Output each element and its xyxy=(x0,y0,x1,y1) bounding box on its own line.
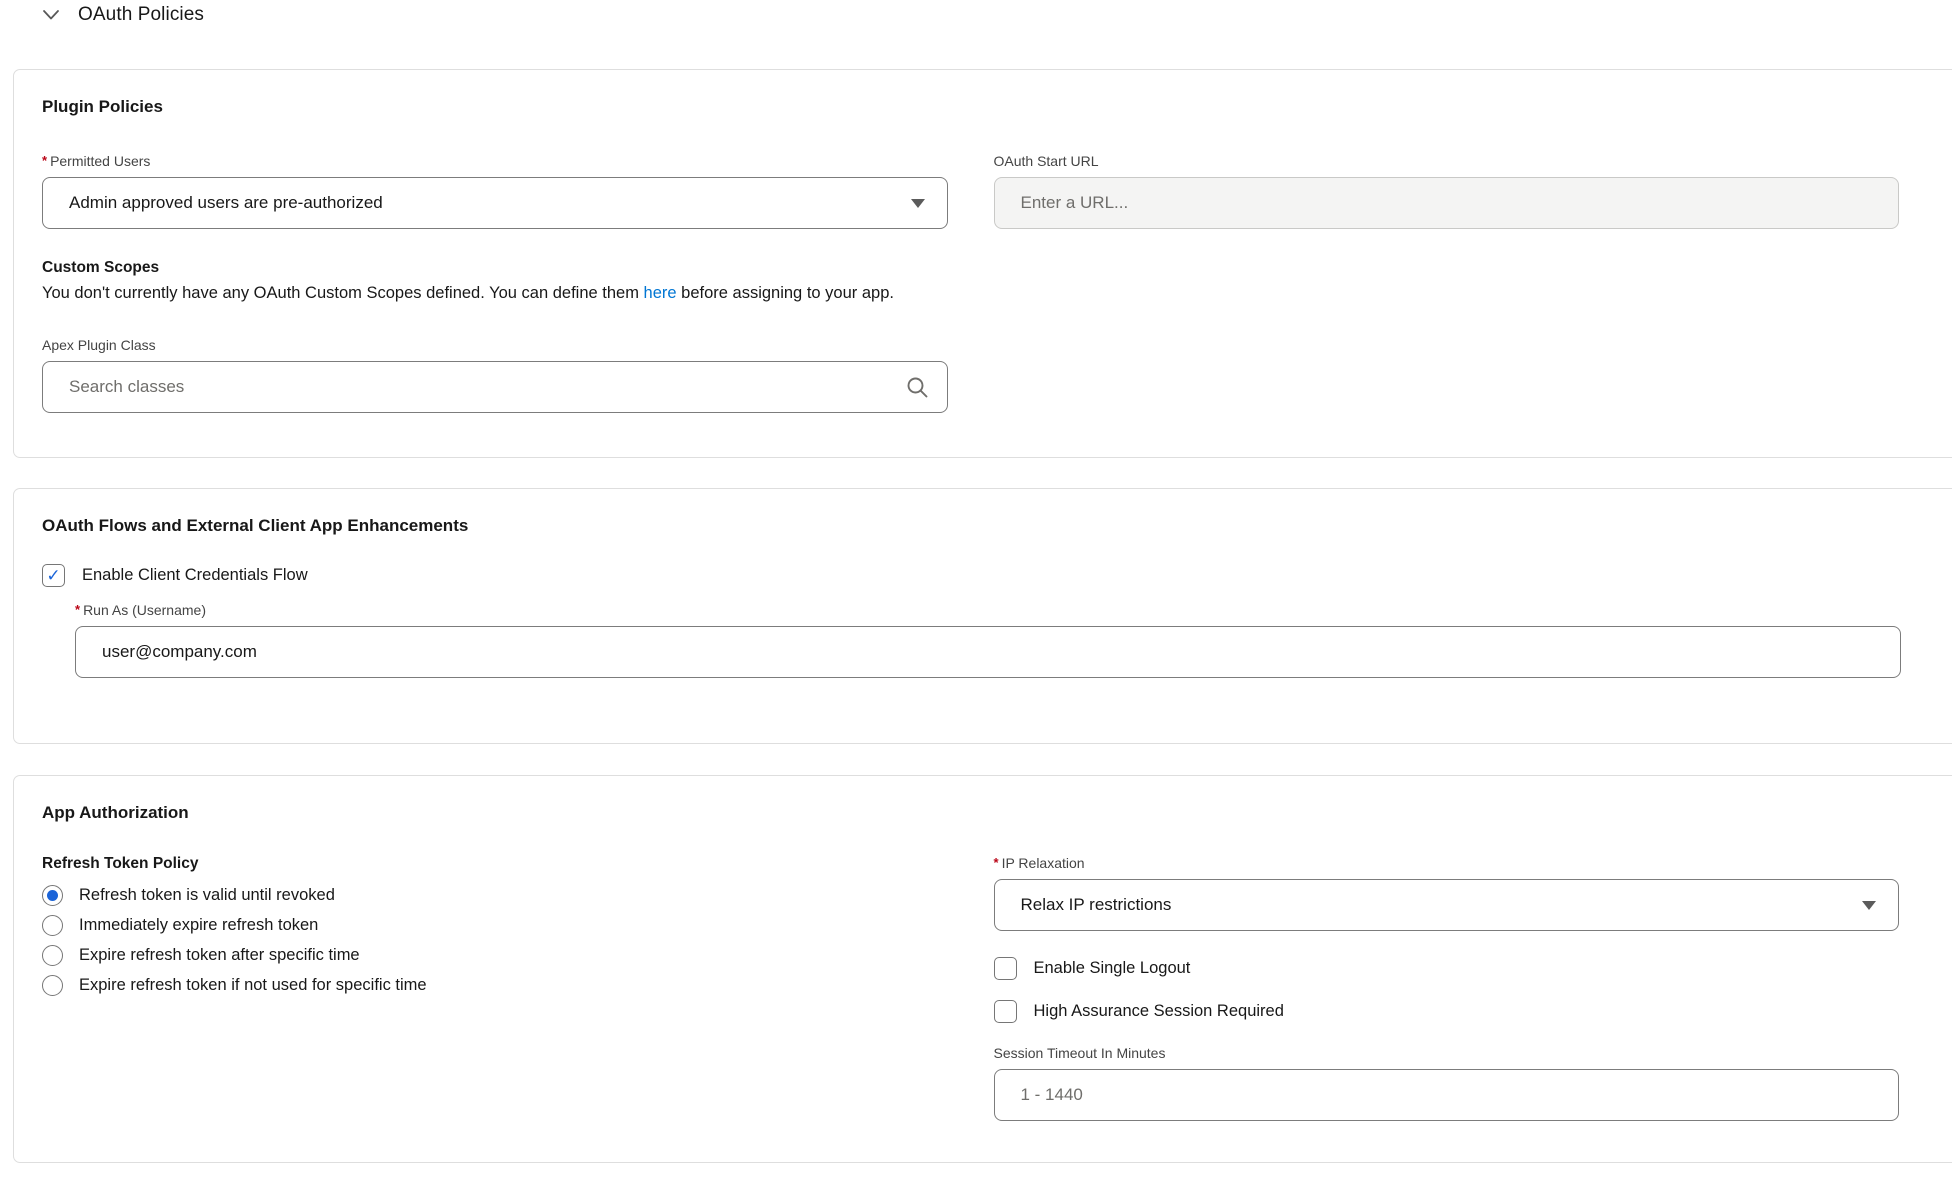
plugin-policies-card xyxy=(13,69,1952,458)
radio-expire-after-time[interactable]: Expire refresh token after specific time xyxy=(42,941,948,970)
enable-single-logout-label: Enable Single Logout xyxy=(1033,959,1191,977)
radio-refresh-valid-until-revoked[interactable]: Refresh token is valid until revoked xyxy=(42,881,948,910)
apex-class-search-input[interactable] xyxy=(42,361,948,413)
app-authorization-card xyxy=(13,775,1952,1163)
enable-client-credentials-checkbox-row[interactable] xyxy=(42,564,1901,587)
session-timeout-field xyxy=(994,1045,1900,1121)
ip-relaxation-select[interactable] xyxy=(994,879,1900,931)
high-assurance-label: High Assurance Session Required xyxy=(1033,1002,1284,1020)
oauth-start-url-field xyxy=(994,153,1900,229)
refresh-token-policy-group xyxy=(42,855,948,1121)
permitted-users-value: Admin approved users are pre-authorized xyxy=(69,193,383,212)
permitted-users-label: * Permitted Users xyxy=(42,153,151,169)
custom-scopes-block xyxy=(42,259,1899,303)
radio-icon[interactable] xyxy=(42,975,63,996)
required-asterisk: * xyxy=(993,855,999,870)
checkbox-icon[interactable] xyxy=(994,1000,1017,1023)
dropdown-arrow-icon xyxy=(911,199,925,208)
permitted-users-select[interactable] xyxy=(42,177,948,229)
refresh-token-policy-heading: Refresh Token Policy xyxy=(42,855,199,872)
app-authorization-title: App Authorization xyxy=(42,803,189,822)
custom-scopes-text: You don't currently have any OAuth Custom Scopes defined. You can define them here before assigning to your app. xyxy=(42,284,894,302)
custom-scopes-heading: Custom Scopes xyxy=(42,259,160,276)
run-as-field xyxy=(75,602,1901,678)
run-as-label: * Run As (Username) xyxy=(75,602,206,618)
radio-icon[interactable] xyxy=(42,945,63,966)
required-asterisk: * xyxy=(42,153,48,168)
session-timeout-label: Session Timeout In Minutes xyxy=(993,1045,1166,1061)
run-as-input[interactable] xyxy=(75,626,1901,678)
enable-single-logout-checkbox-row[interactable] xyxy=(994,957,1900,980)
permitted-users-field xyxy=(42,153,948,229)
session-timeout-input[interactable] xyxy=(994,1069,1900,1121)
high-assurance-checkbox-row[interactable] xyxy=(994,1000,1900,1023)
apex-plugin-class-field xyxy=(42,337,948,413)
radio-immediately-expire[interactable]: Immediately expire refresh token xyxy=(42,911,948,940)
checked-checkbox-icon[interactable] xyxy=(42,564,65,587)
oauth-flows-card xyxy=(13,488,1952,744)
chevron-down-icon[interactable] xyxy=(38,2,64,28)
required-asterisk: * xyxy=(75,602,81,617)
ip-relaxation-label: * IP Relaxation xyxy=(993,855,1085,871)
radio-selected-icon[interactable] xyxy=(42,885,63,906)
define-scopes-link[interactable]: here xyxy=(643,284,677,302)
page-title: OAuth Policies xyxy=(78,4,205,25)
dropdown-arrow-icon xyxy=(1862,901,1876,910)
enable-client-credentials-label: Enable Client Credentials Flow xyxy=(82,566,308,584)
radio-icon[interactable] xyxy=(42,915,63,936)
ip-relaxation-value: Relax IP restrictions xyxy=(1020,895,1172,914)
section-header xyxy=(0,0,1952,32)
checkbox-icon[interactable] xyxy=(994,957,1017,980)
app-authorization-right-column xyxy=(994,855,1900,1121)
oauth-start-url-input[interactable] xyxy=(994,177,1900,229)
apex-plugin-class-label: Apex Plugin Class xyxy=(42,337,156,353)
oauth-start-url-label: OAuth Start URL xyxy=(993,153,1099,169)
plugin-policies-title: Plugin Policies xyxy=(42,97,163,116)
radio-expire-if-not-used[interactable]: Expire refresh token if not used for specific time xyxy=(42,971,948,1000)
oauth-flows-title: OAuth Flows and External Client App Enhancements xyxy=(42,516,469,535)
